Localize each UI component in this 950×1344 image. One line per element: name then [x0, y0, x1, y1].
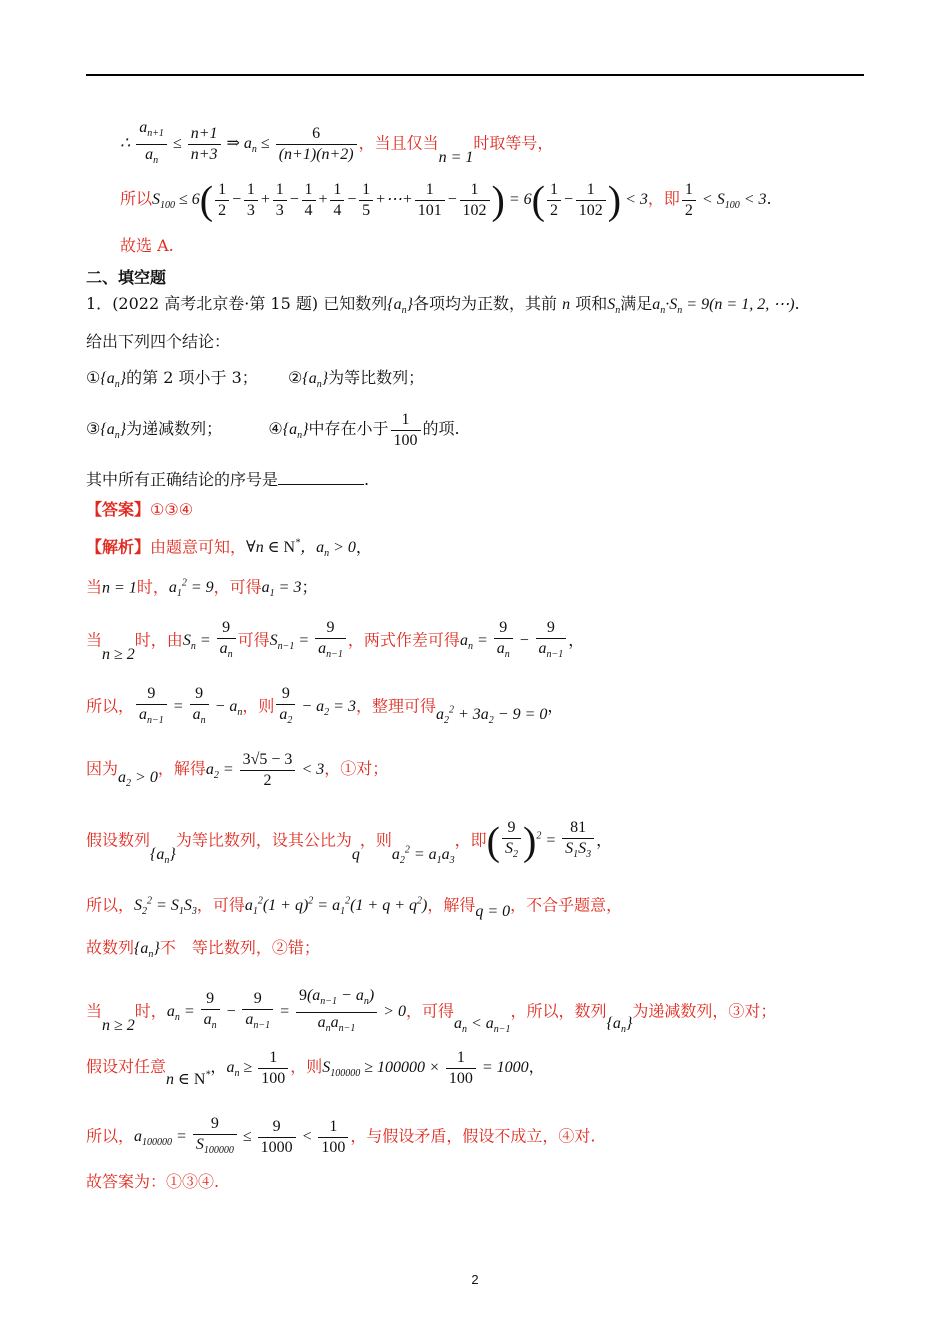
answer-line: 【答案】①③④	[86, 500, 194, 519]
analysis-line-1: 【解析】由题意可知，∀n ∈ N*，$a_n > 0$，	[86, 537, 372, 560]
analysis-line-4: 所以， $\frac{9}{a_{n-1}}$ = $\frac{9}{a_n}$ − $a_n$，则 $\frac{9}{a_2}$ − $a_2 = 3$，整理可得$a_2^2 + 3a_2 - 9 = 0$，	[86, 685, 564, 727]
analysis-line-3: 当n ≥ 2时，由$S_n$ = $\frac{9}{a_n}$ 可得$S_{n-1}$ = $\frac{9}{a_{n-1}}$ ，两式作差可得$a_n$ = $\frac{9}{a_n}$ − $\frac{9}{a_{n-1}}$ ，	[86, 619, 585, 664]
analysis-line-10: 假设对任意n ∈ N*，$a_n$ ≥ $\frac{1}{100}$ ，则$S_{100000} \ge 100000$ × $\frac{1}{100}$ = 1000，	[86, 1049, 545, 1089]
analysis-line-7: 所以，$S_2^2 = S_1S_3$，可得$a_1^2(1 + q)^2 = a_1^2(1 + q + q^2)$，解得q = 0，不合乎题意，	[86, 895, 623, 921]
conclusions-row-1: $①\{a_n\}$的第 2 项小于 3； $②\{a_n\}$为等比数列；	[86, 368, 425, 391]
prev-sum-line: 所以$S_{100} \le 6$( $\frac{1}{2}$ − $\frac{1}{3}$ + $\frac{1}{3}$ − $\frac{1}{4}$ + $\frac{1}{4}$ − $\frac{1}{5}$ +⋯+ $\frac{1}{101}$ − $\frac{1}{102}$ ) = 6( $\frac{1}{2}$ − $\frac{1}{102}$ ) < 3，即 $\frac{1}{2}$ < $S_{100} < 3$.	[120, 177, 772, 223]
problem-question: 其中所有正确结论的序号是 .	[86, 470, 370, 489]
analysis-line-6: 假设数列$\{a_n\}$为等比数列，设其公比为q，则$a_2^2 = a_1a_3$，即( $\frac{9}{S_2}$ )$^2$ = $\frac{81}{S_1S_3}$ ，	[86, 818, 613, 867]
problem-given: 给出下列四个结论：	[86, 332, 231, 351]
prev-choose: 故选 A.	[120, 236, 174, 255]
answer-blank	[278, 470, 364, 485]
section-title: 二、填空题	[86, 268, 167, 287]
page-number: 2	[471, 1272, 479, 1287]
analysis-line-11: 所以，$a_{100000}$ = $\frac{9}{S_{100000}}$ ≤ $\frac{9}{1000}$ < $\frac{1}{100}$ ，与假设矛盾，假设不成立，④对.	[86, 1115, 596, 1157]
conclusions-row-2: $③\{a_n\}$为递减数列； $④\{a_n\}$中存在小于 $\frac{1}{100}$ 的项.	[86, 411, 460, 449]
analysis-line-2: 当n = 1时，$a_1^2 = 9$，可得$a_1 = 3$；	[86, 577, 318, 600]
analysis-line-12: 故答案为：①③④.	[86, 1172, 220, 1191]
analysis-line-9: 当n ≥ 2时，$a_n$ = $\frac{9}{a_n}$ − $\frac{9}{a_{n-1}}$ = $\frac{9(a_{n-1} - a_n)}{a_na_{n-1}}$ > 0，可得$a_n < a_{n-1}$，所以，数列$\{a_n\}$为递减数列，③对；	[86, 987, 777, 1036]
prev-inequality-line: ∴ $\frac{a_{n+1}}{a_n}$ ≤ $\frac{n+1}{n+3}$ ⇒ $a_n$ ≤ $\frac{6}{(n+1)(n+2)}$ ，当且仅当n = 1时取等号，	[120, 119, 554, 167]
problem-statement: 1．(2022 高考北京卷·第 15 题) 已知数列$\{a_n\}$各项均为正数，其前 n 项和$S_n$满足$a_n\cdot S_n = 9(n = 1$, 2, ⋯).	[86, 294, 800, 317]
header-rule	[86, 74, 864, 76]
analysis-line-5: 因为$a_2 > 0$，解得$a_2$ = $\frac{3√5 - 3}{2}$ < 3，①对；	[86, 751, 389, 790]
analysis-line-8: 故数列$\{a_n\}$不 等比数列，②错；	[86, 938, 320, 961]
